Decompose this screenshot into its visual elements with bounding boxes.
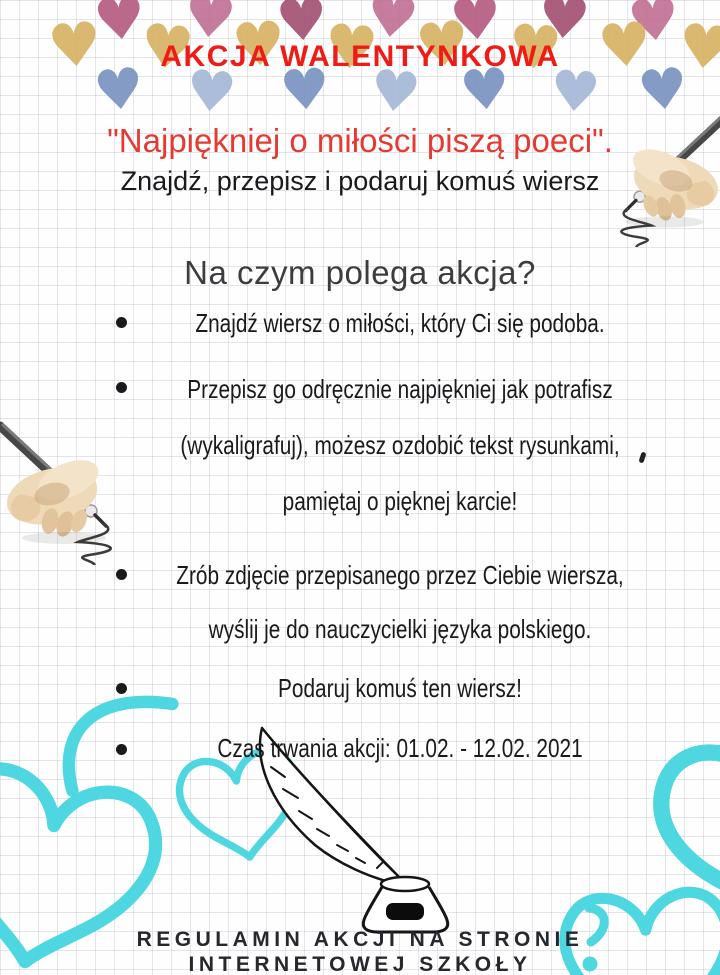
bullet-icon	[116, 744, 127, 755]
bullet-text: Znajdź wiersz o miłości, który Ci się podoba.	[195, 308, 605, 338]
bullet-icon	[116, 569, 127, 580]
poster-quote: "Najpiękniej o miłości piszą poeci".	[107, 122, 613, 159]
poster-subtitle: Znajdź, przepisz i podaruj komuś wiersz	[120, 166, 600, 196]
bullet-icon	[116, 317, 127, 328]
hand-pen-illustration	[0, 420, 142, 565]
bullet-text: Podaruj komuś ten wiersz!	[278, 673, 522, 703]
poster-title: AKCJA WALENTYNKOWA	[160, 40, 560, 73]
bullet-icon	[116, 382, 127, 393]
bullet-text: Przepisz go odręcznie najpiękniej jak potrafisz (wykaligrafuj), możesz ozdobić tekst rysunkami, pamiętaj o pięknej karcie!	[180, 374, 620, 516]
bullet-text: Zrób zdjęcie przepisanego przez Ciebie wiersza, wyślij je do nauczycielki języka polskiego.	[176, 560, 624, 644]
section-heading: Na czym polega akcja?	[184, 254, 536, 291]
footer-line-2: INTERNETOWEJ SZKOŁY	[188, 953, 532, 975]
bullet-icon	[116, 683, 127, 694]
footer-line-1: REGULAMIN AKCJI NA STRONIE	[136, 928, 584, 951]
bullet-text: Czas trwania akcji: 01.02. - 12.02. 2021	[217, 733, 583, 763]
